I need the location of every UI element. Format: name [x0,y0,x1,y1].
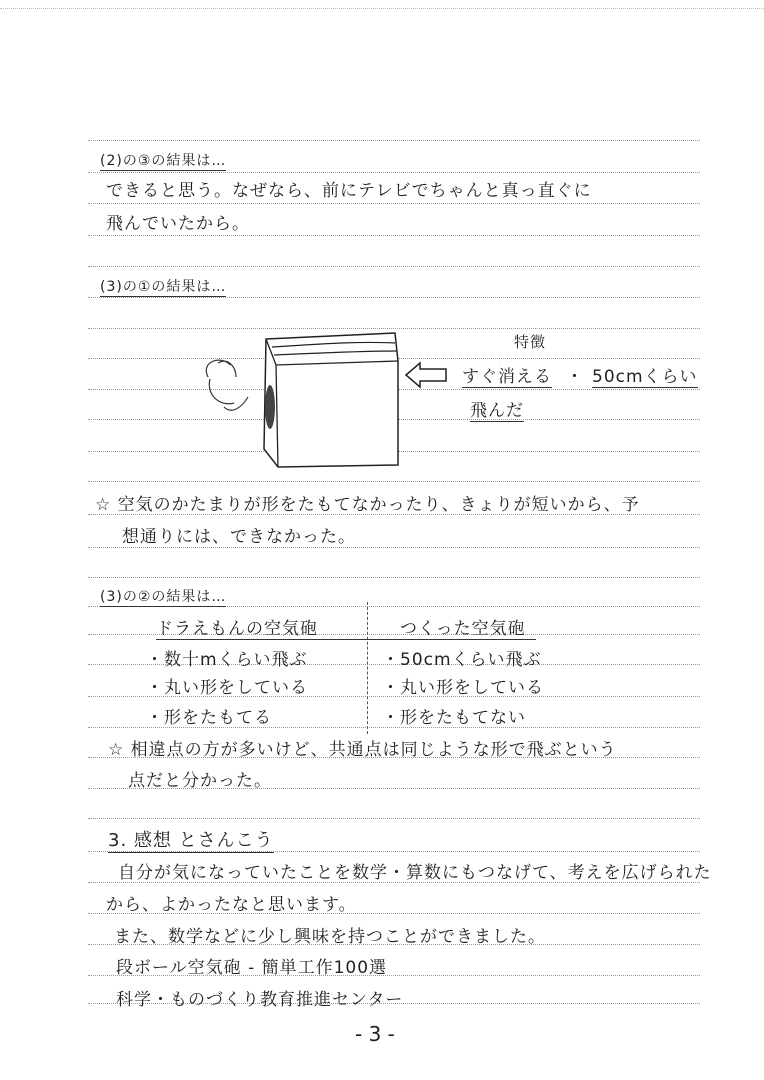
arrow-left-icon [404,360,450,390]
page-top-border [0,8,764,9]
section-3-1-note-2: 想通りには、できなかった。 [122,527,356,547]
feature-label: 特徴 [514,333,547,351]
section-3-2-note-2: 点だと分かった。 [128,771,272,791]
reference-2: 科学・ものづくり教育推進センター [116,990,404,1010]
table-cell-r2-c1: ・丸い形をしている [146,678,308,698]
feature-item-2: 50cmくらい [592,362,698,388]
table-cell-r1-c2: ・50cmくらい飛ぶ [382,650,542,670]
section-2-3-line-1: できると思う。なぜなら、前にテレビでちゃんと真っ直ぐに [106,181,592,201]
table-cell-r2-c2: ・丸い形をしている [382,678,544,698]
table-cell-r3-c2: ・形をたもてない [382,708,526,728]
table-cell-r3-c1: ・形をたもてる [146,708,272,728]
reflection-heading: 3. 感想 とさんこう [108,826,274,853]
section-3-2-heading: (3)の②の結果は… [100,586,226,607]
column-header-doraemon: ドラえもんの空気砲 [156,619,318,639]
column-header-made: つくった空気砲 [400,619,526,639]
reflection-line-3: また、数学などに少し興味を持つことができました。 [114,927,546,947]
reflection-line-2: から、よかったなと思います。 [106,895,357,915]
cardboard-box-drawing [180,325,420,475]
page-number: - 3 - [355,1022,395,1046]
section-3-1-heading: (3)の①の結果は… [100,276,226,297]
table-cell-r1-c1: ・数十mくらい飛ぶ [146,650,308,670]
reflection-line-1: 自分が気になっていたことを数学・算数にもつなげて、考えを広げられた [118,863,712,883]
feature-line-2: 飛んだ [470,396,524,422]
section-3-1-note-1: ☆ 空気のかたまりが形をたもてなかったり、きょりが短いから、予 [95,495,640,515]
reference-1: 段ボール空気砲 - 簡単工作100選 [116,958,388,978]
section-2-3-line-2: 飛んでいたから。 [106,214,250,234]
section-2-3-heading: (2)の③の結果は… [100,150,226,171]
section-3-2-note-1: ☆ 相違点の方が多いけど、共通点は同じような形で飛ぶという [108,740,617,760]
feature-separator: ・ [566,367,584,387]
table-header-row [156,614,536,640]
feature-item-1: すぐ消える [462,362,552,388]
